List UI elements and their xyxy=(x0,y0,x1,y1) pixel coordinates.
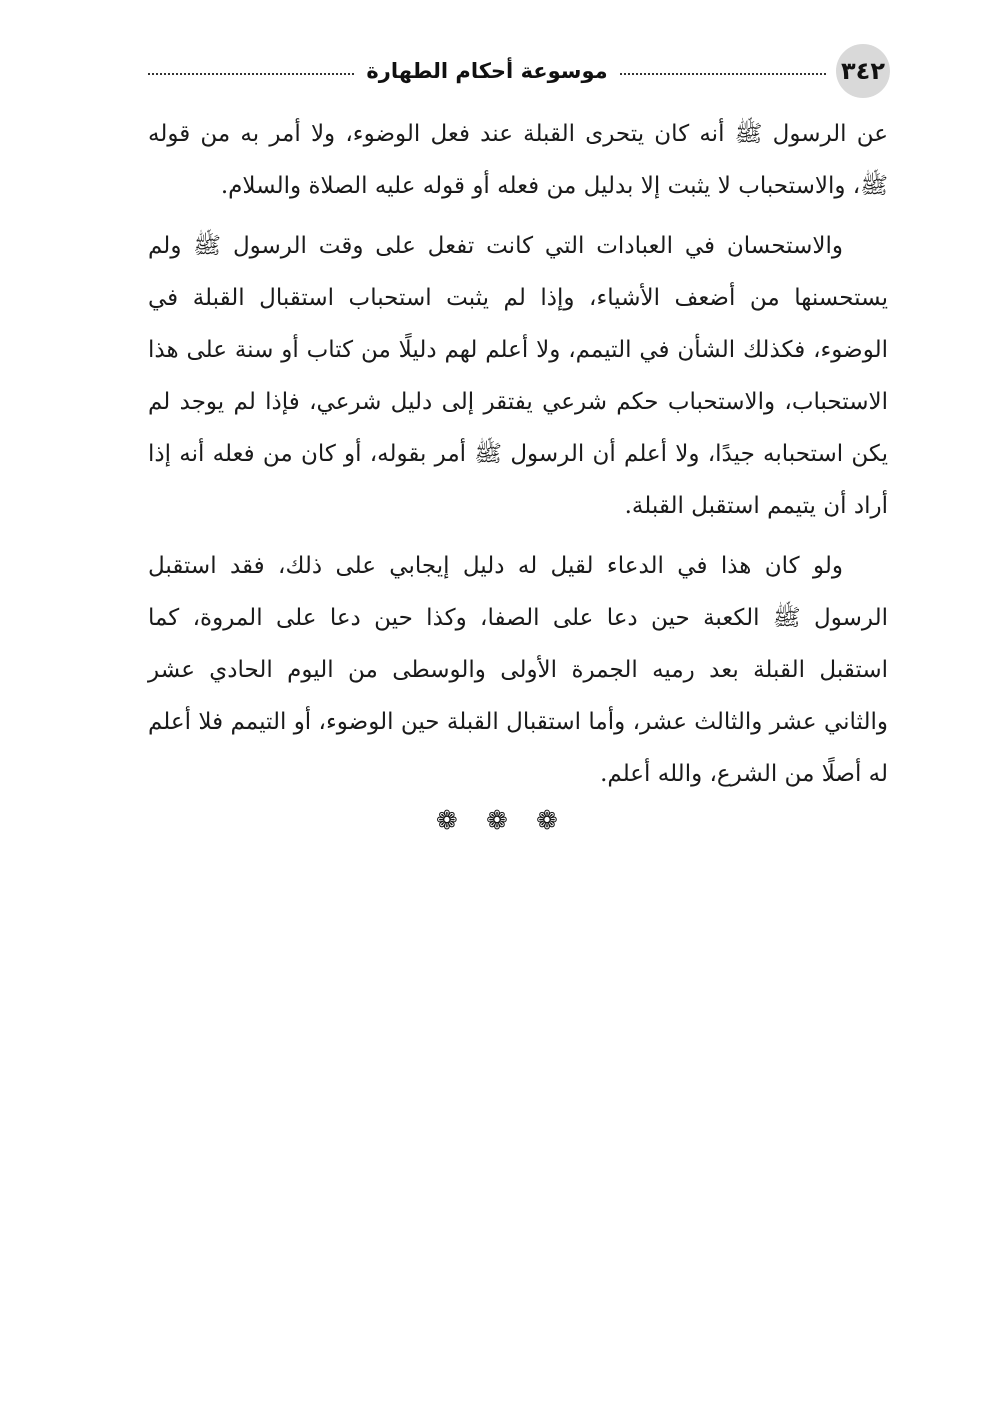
paragraph-dua: ولو كان هذا في الدعاء لقيل له دليل إيجابي على ذلك، فقد استقبل الرسول ﷺ الكعبة حين دعا على الصفا، وكذا حين دعا على المروة، كما استقبل القبلة بعد رميه الجمرة الأولى والوسطى من اليوم الحادي عشر والثاني عشر والثالث عشر، وأما استقبال القبلة حين الوضوء، أو التيمم فلا أعلم له أصلًا من الشرع، والله أعلم. xyxy=(148,553,888,787)
body-text xyxy=(148,108,888,808)
page-header xyxy=(148,44,890,98)
header-dotted-rule-right xyxy=(620,73,826,75)
page-number-badge: ٣٤٢ xyxy=(836,44,890,98)
header-dotted-rule-left xyxy=(148,73,354,75)
paragraph-istihsan: والاستحسان في العبادات التي كانت تفعل على وقت الرسول ﷺ ولم يستحسنها من أضعف الأشياء، وإذا لم يثبت استحباب استقبال القبلة في الوضوء، فكذلك الشأن في التيمم، ولا أعلم لهم دليلًا من كتاب أو سنة على هذا الاستحباب، والاستحباب حكم شرعي يفتقر إلى دليل شرعي، فإذا لم يوجد لم يكن استحبابه جيدًا، ولا أعلم أن الرسول ﷺ أمر بقوله، أو كان من فعله أنه إذا أراد أن يتيمم استقبل القبلة. xyxy=(148,233,888,519)
section-end-ornament: ❁ ❁ ❁ xyxy=(436,806,568,836)
book-title: موسوعة أحكام الطهارة xyxy=(366,59,608,83)
paragraph-continuation: عن الرسول ﷺ أنه كان يتحرى القبلة عند فعل الوضوء، ولا أمر به من قوله ﷺ، والاستحباب لا يثبت إلا بدليل من فعله أو قوله عليه الصلاة والسلام. xyxy=(148,121,888,199)
